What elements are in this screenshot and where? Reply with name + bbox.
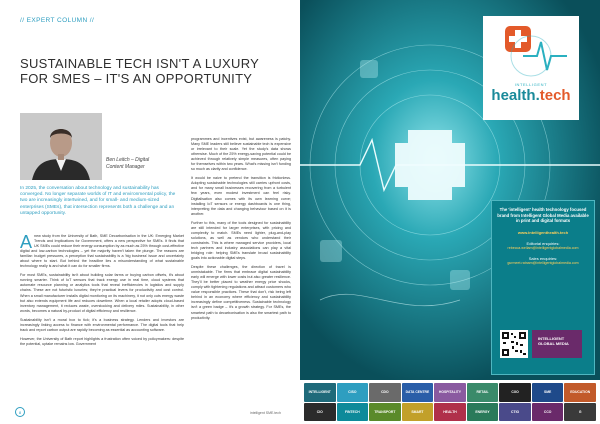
partner-logo: CCO [532,403,564,422]
partner-logo: RETAIL [467,383,499,402]
body-paragraph: Despite these challenges, the direction of travel is unmistakable. The firms that embrace digital sustainability early will emerge with lower costs but also greater resilience. They'll be better placed to weather energy price shocks, comply with tightening regulations and attract customers who value responsible practices. These that don't, risk being left behind in an economy where efficiency and sustainability increasingly define competitiveness. Sustainable technology isn't a green badge – it's a growth strategy. For SMEs, the smartest path to decarbonisation is also the smartest path to productivity. [191,265,291,320]
byline-role: Content Manager [106,163,145,170]
partner-logo: CXO [499,383,531,402]
sales-email[interactable]: gurmeet.ratnam@intelligentglobalmedia.com [507,260,579,265]
promo-title: The 'intelligent' health technology focused brand from Intelligent Global Media available in print and digital formats [497,207,589,224]
logo-small-text: INTELLIGENT [514,82,548,87]
partner-logo-strip [300,380,600,424]
body-paragraph: Further to this, many of the tools designed for sustainability are still intended for larger enterprises, with pricing and complexity to match. SMEs need lighter, plug-and-play solutions, as well as vendors who understand their constraints. This is where managed service providers, local tech partners and industry associations can play a vital bridging role: helping SMEs translate broad sustainability goals into actionable digital steps. [191,220,291,261]
partner-logo: CTIO [499,403,531,422]
byline [106,157,149,170]
igm-logo-text [538,336,569,346]
body-paragraph: new study from the University of Bath, SME Decarbonisation in the UK: Emerging Market Trends and Implications for Government, offers a new perspective for SMEs. It finds that UK SMEs could reduce their energy consumption by as much as 25% through cost-effective digital and low-carbon technologies – yet the majority haven't taken the plunge. The reasons are familiar: budget pressures, a perception that sustainability is a 'big business' issue and uncertainty about where to start. But behind the headline lies a misunderstanding of what sustainable technology really is and what it can do for smaller firms. [20,234,184,269]
partner-logo: FINTECH [337,403,369,422]
byline-name: Ben Leitch – Digital [106,157,150,163]
article-intro: In 2025, the conversation about technology and sustainability has converged. No longer separate worlds of IT and environmental policy, the two are increasingly intertwined, and for small- and medium-sized enterprises (SMEs), that intersection represents both a challenge and an untapped opportunity. [20,186,176,216]
partner-logo: ENERGY [467,403,499,422]
section-kicker: // EXPERT COLUMN // [20,17,95,24]
page-footer: intelligent SME.tech [250,411,281,415]
article-headline: SUSTAINABLE TECH ISN'T A LUXURY FOR SMES – IT'S AN OPPORTUNITY [20,56,259,86]
page-number: 8 [15,407,25,417]
partner-logo: TRANSPORT [369,403,401,422]
logo-wordmark [483,87,579,105]
logo-word-health: health. [491,87,540,104]
drop-cap: A [20,232,33,252]
body-paragraph: It would be naive to pretend the transition is frictionless. Adopting sustainable technologies still carries upfront costs, and for many small businesses recovering from a turbulent few years, even modest investment can feel risky. Digitalisation also comes with its own learning curve; installing IoT sensors or energy dashboards is one thing, interpreting the data and changing behaviour based on it is another. [191,176,291,216]
body-paragraph: Sustainability isn't a moral box to tick; it's a business strategy. Lenders and investors are increasingly linking access to finance with environmental performance. The digital tools that help track and report carbon output are rapidly becoming as essential as accounting software. [20,317,184,332]
partner-logo: EDUCATION [564,383,596,402]
igm-line-2: GLOBAL MEDIA [538,341,569,346]
brand-logo [483,16,579,120]
partner-logo: CISO [337,383,369,402]
author-portrait [20,113,102,180]
partner-logo: DATA CENTRE [402,383,434,402]
partner-logo: HOSPITALITY [434,383,466,402]
body-paragraph: For most SMEs, sustainability isn't about building solar farms or buying carbon offsets, it's about running smarter. Think of IoT sensors that track energy use in real time, cloud systems that automate resource planning or analytics tools that reveal inefficiencies in logistics and supply chains. These are not futuristic luxuries; they're practical levers for productivity and cost control. When a small manufacturer installs digital monitoring on its machinery, it not only cuts energy waste but also extends equipment life and reduces downtime. When a local retailer adopts cloud-based inventory management, it reduces waste, overstocking and delivery miles. Sustainability, in other words, becomes a natural by-product of digital efficiency and resilience. [20,273,184,313]
igm-line-1: INTELLIGENT [538,336,565,341]
partner-logo: CIO [304,403,336,422]
logo-word-tech: tech [539,87,571,104]
qr-code[interactable] [500,330,528,358]
sales-label: Sales enquiries: [528,255,558,261]
promo-website-link[interactable]: www.intelligenthealth.tech [517,229,569,235]
partner-logo: HEALTH [434,403,466,422]
body-paragraph: programmes and incentives exist, but awareness is patchy. Many SME leaders still believe sustainable tech is expensive or irrelevant to their scale. Yet the study's data shows otherwise. Much of the 25% energy-saving potential could be achieved through relatively simple measures, often paying for themselves within two years. What's missing isn't funding so much as clarity and confidence. [191,137,291,172]
advert-page [300,0,600,424]
partner-logo: SMART [402,403,434,422]
partner-logo: INTELLIGENT [304,383,336,402]
editorial-label: Editorial enquiries: [526,240,560,246]
partner-logo: G [564,403,596,422]
body-paragraph: However, the University of Bath report highlights a frustration often voiced by policymakers: despite the potential, uptake remains low. Government [20,336,184,346]
partner-logo: SME [532,383,564,402]
article-body-column-2 [191,137,291,325]
article-body-column-1 [20,234,184,351]
editorial-email[interactable]: rebecca.wellam@intelligentglobalmedia.com [507,245,579,250]
partner-logo: CDO [369,383,401,402]
